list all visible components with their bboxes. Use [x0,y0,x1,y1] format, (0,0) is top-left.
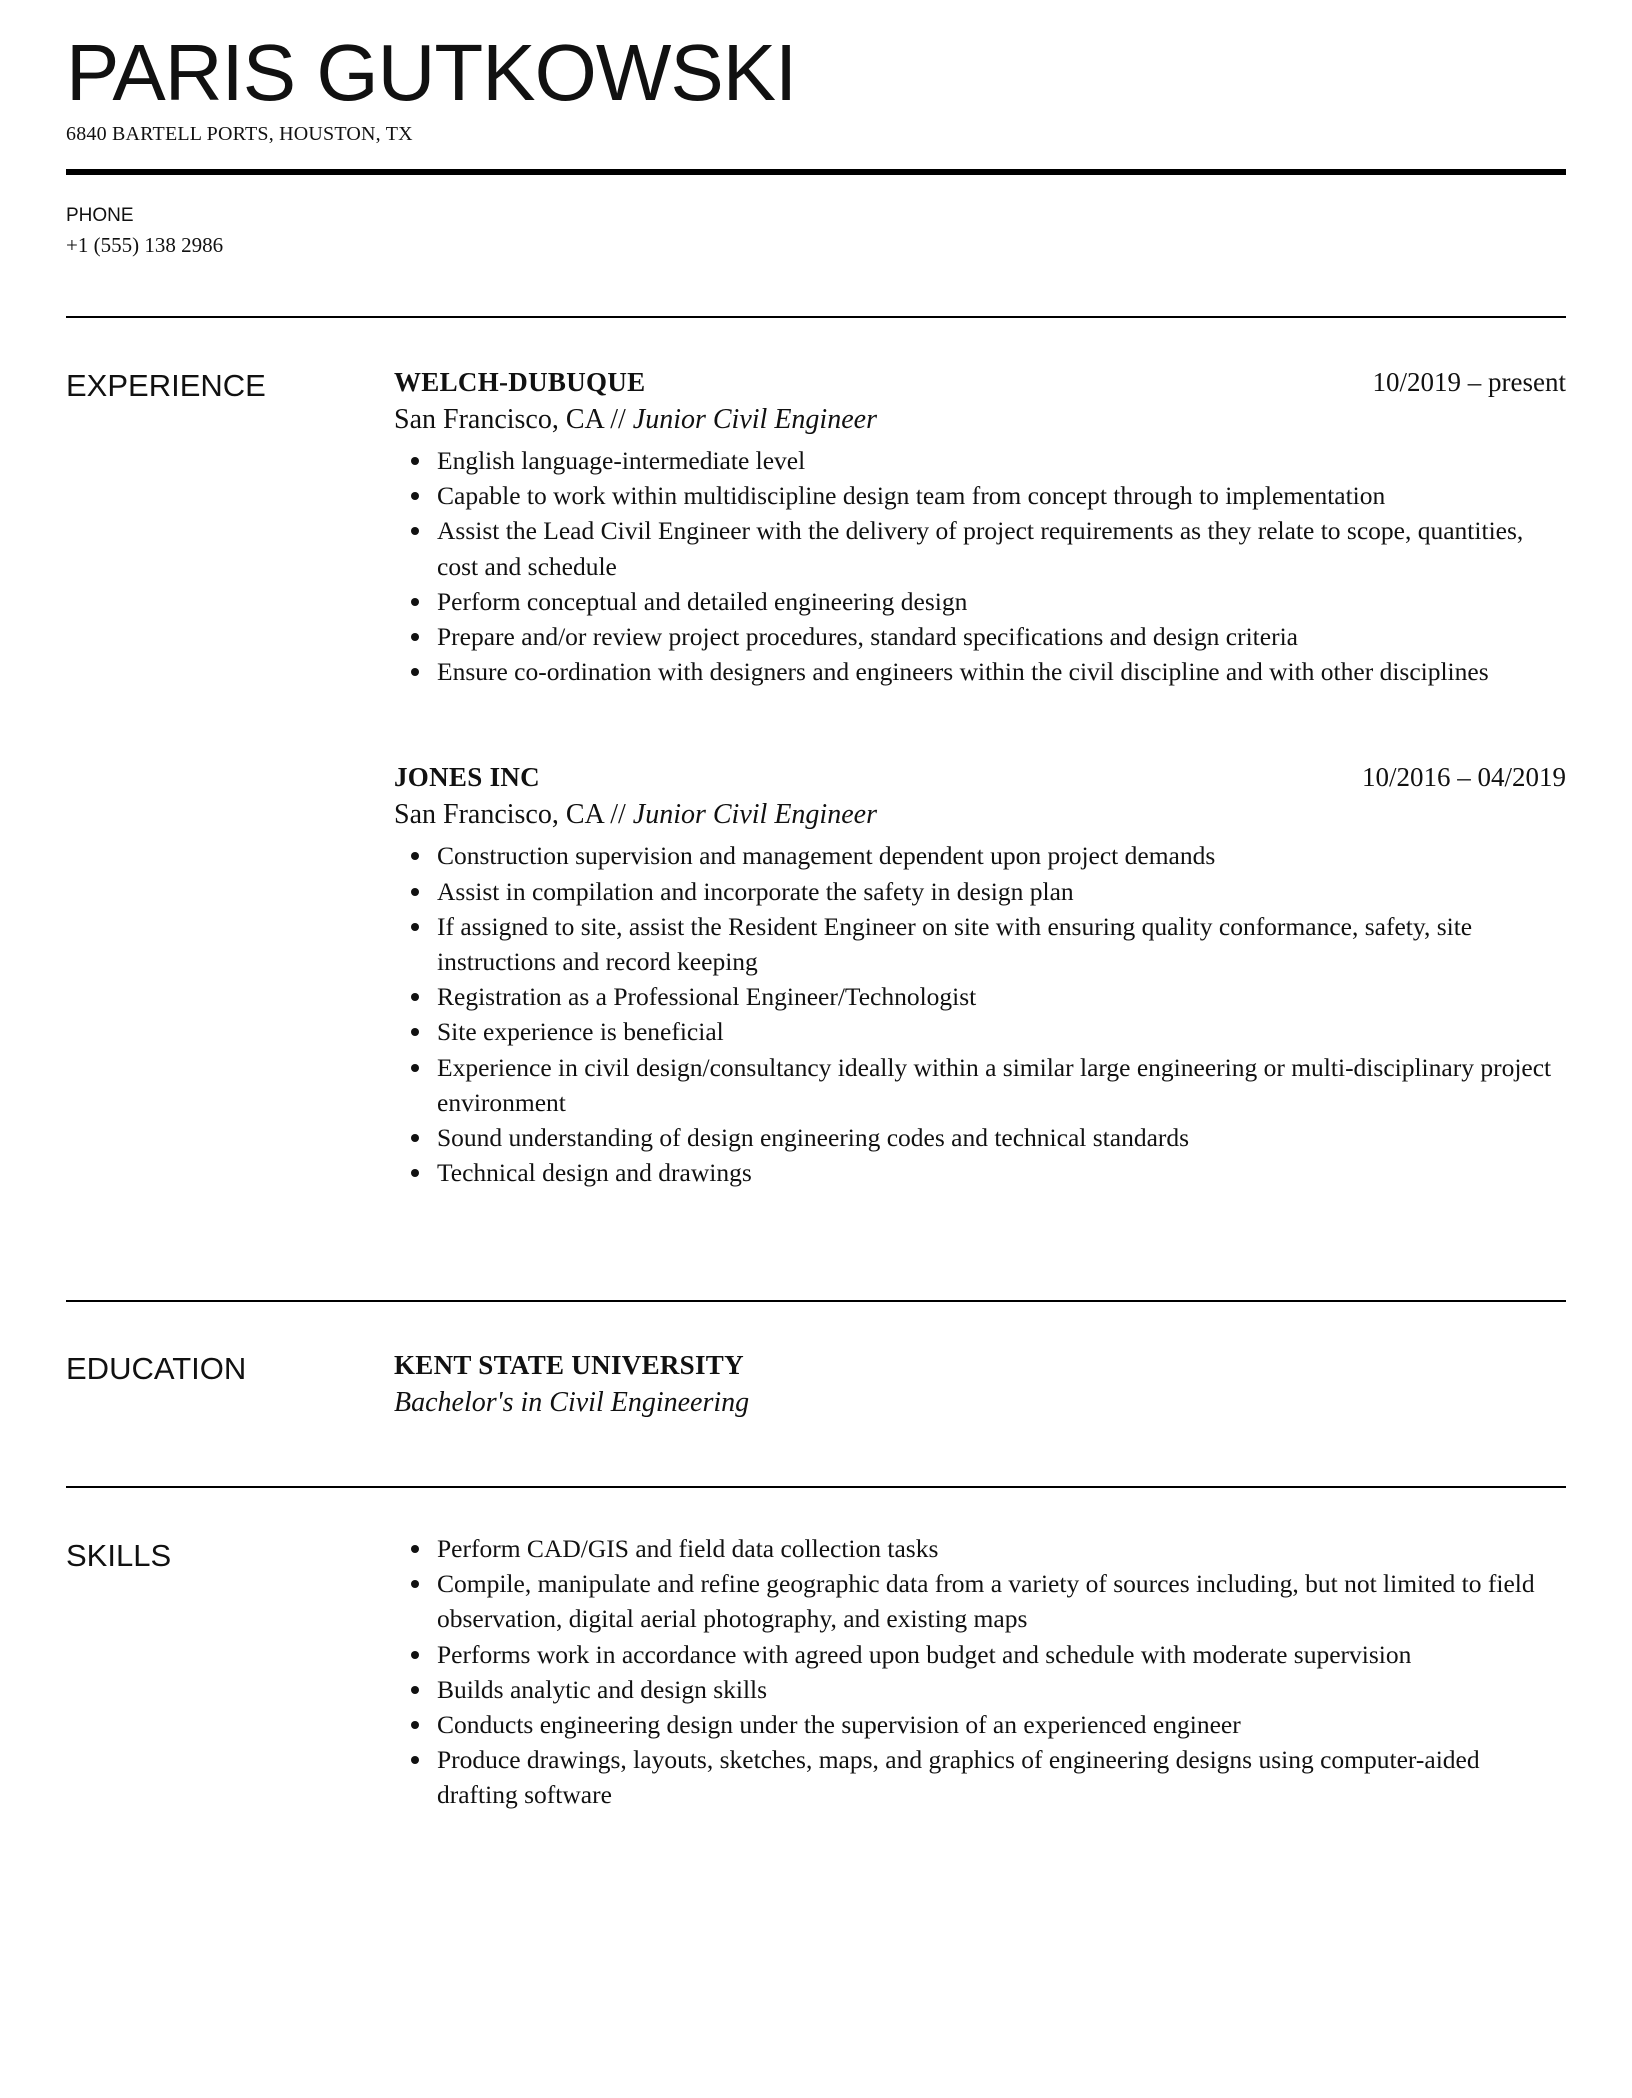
bullet-dot-icon [411,1134,419,1142]
skill-item [394,1707,1566,1742]
job-dates: 10/2019 – present [1372,367,1566,397]
education-degree: Bachelor's in Civil Engineering [394,1387,750,1418]
bullet-dot-icon [411,1721,419,1729]
job-header [394,364,1566,400]
education-section-title: EDUCATION [66,1351,247,1386]
candidate-name: PARIS GUTKOWSKI [66,28,797,117]
job-bullet [394,874,1566,909]
bullet-text: If assigned to site, assist the Resident Engineer on site with ensuring quality conformance, safety, site instructions and record keeping [437,911,1473,977]
job-bullet [394,654,1566,689]
bullet-dot-icon [411,888,419,896]
education-divider [66,1486,1566,1488]
job-header [394,759,1566,795]
job-title: Junior Civil Engineer [632,799,877,831]
bullet-dot-icon [411,668,419,676]
skill-text: Builds analytic and design skills [437,1674,768,1704]
job-subline [394,402,1566,438]
bullet-dot-icon [411,1064,419,1072]
job-bullet [394,1050,1566,1120]
experience-section-title: EXPERIENCE [66,368,266,403]
bullet-text: Perform conceptual and detailed engineering design [437,586,968,616]
bullet-text: Technical design and drawings [437,1158,752,1188]
education-entry [394,1347,1566,1421]
job-bullet [394,838,1566,873]
bullet-dot-icon [411,1028,419,1036]
bullet-dot-icon [411,923,419,931]
bullet-dot-icon [411,852,419,860]
bullet-dot-icon [411,527,419,535]
bullet-text: Construction supervision and management dependent upon project demands [437,841,1216,871]
job-location: San Francisco, CA [394,799,604,831]
bullet-dot-icon [411,633,419,641]
bullet-text: Experience in civil design/consultancy ideally within a similar large engineering or multi-disciplinary project environment [437,1052,1552,1117]
bullet-text: Assist in compilation and incorporate the safety in design plan [437,876,1074,906]
header-divider [66,169,1566,175]
skill-item [394,1531,1566,1566]
education-school: KENT STATE UNIVERSITY [394,1350,744,1380]
job-company: JONES INC [394,762,540,793]
job-bullet [394,1014,1566,1049]
bullet-dot-icon [411,1756,419,1764]
bullet-dot-icon [411,598,419,606]
skills-section-title: SKILLS [66,1538,172,1573]
job-bullet [394,443,1566,478]
bullet-text: Assist the Lead Civil Engineer with the delivery of project requirements as they relate to scope, quantities, cost and schedule [437,516,1524,581]
job-company: WELCH-DUBUQUE [394,367,646,397]
skill-item [394,1566,1566,1636]
job-separator: // [603,799,633,831]
job-bullets [394,838,1566,1190]
bullet-text: Registration as a Professional Engineer/Technologist [437,982,977,1012]
bullet-dot-icon [411,993,419,1001]
phone-label: PHONE [66,205,134,226]
experience-list [394,364,1566,1190]
job-subline [394,797,1566,833]
skill-item [394,1637,1566,1672]
job-dates: 10/2016 – 04/2019 [1361,762,1566,793]
bullet-dot-icon [411,492,419,500]
job-location: San Francisco, CA [394,404,604,435]
job-bullet [394,909,1566,979]
bullet-dot-icon [411,1580,419,1588]
job-bullet [394,584,1566,619]
job-bullet [394,1155,1566,1190]
skills-list-container [394,1531,1566,1813]
job-entry [394,364,1566,689]
contact-divider [66,316,1566,318]
skills-list [394,1531,1566,1813]
bullet-dot-icon [411,1686,419,1694]
experience-divider [66,1300,1566,1302]
bullet-dot-icon [411,1545,419,1553]
bullet-text: English language-intermediate level [437,446,806,475]
job-bullet [394,979,1566,1014]
bullet-dot-icon [411,1169,419,1177]
bullet-text: Site experience is beneficial [437,1017,724,1047]
bullet-text: Ensure co-ordination with designers and engineers within the civil discipline and with other disciplines [437,657,1489,687]
job-separator: // [603,404,633,435]
skill-text: Perform CAD/GIS and field data collection tasks [437,1534,939,1563]
skill-text: Conducts engineering design under the supervision of an experienced engineer [437,1710,1241,1740]
skill-item [394,1742,1566,1812]
bullet-text: Prepare and/or review project procedures, standard specifications and design criteria [437,622,1298,652]
bullet-text: Sound understanding of design engineering codes and technical standards [437,1123,1190,1153]
job-bullet [394,513,1566,583]
candidate-address: 6840 BARTELL PORTS, HOUSTON, TX [66,123,413,145]
phone-number: +1 (555) 138 2986 [66,233,224,257]
job-bullet [394,478,1566,513]
job-entry [394,759,1566,1190]
job-bullets [394,443,1566,689]
skill-text: Performs work in accordance with agreed upon budget and schedule with moderate supervision [437,1639,1412,1669]
bullet-text: Capable to work within multidiscipline design team from concept through to implementation [437,481,1386,511]
bullet-dot-icon [411,457,419,465]
job-title: Junior Civil Engineer [632,404,877,435]
job-bullet [394,619,1566,654]
bullet-dot-icon [411,1651,419,1659]
skill-item [394,1672,1566,1707]
skill-text: Compile, manipulate and refine geographic data from a variety of sources including, but not limited to field observation, digital aerial photography, and existing maps [437,1569,1535,1634]
skill-text: Produce drawings, layouts, sketches, maps, and graphics of engineering designs using computer-aided drafting software [437,1745,1480,1810]
job-bullet [394,1120,1566,1155]
